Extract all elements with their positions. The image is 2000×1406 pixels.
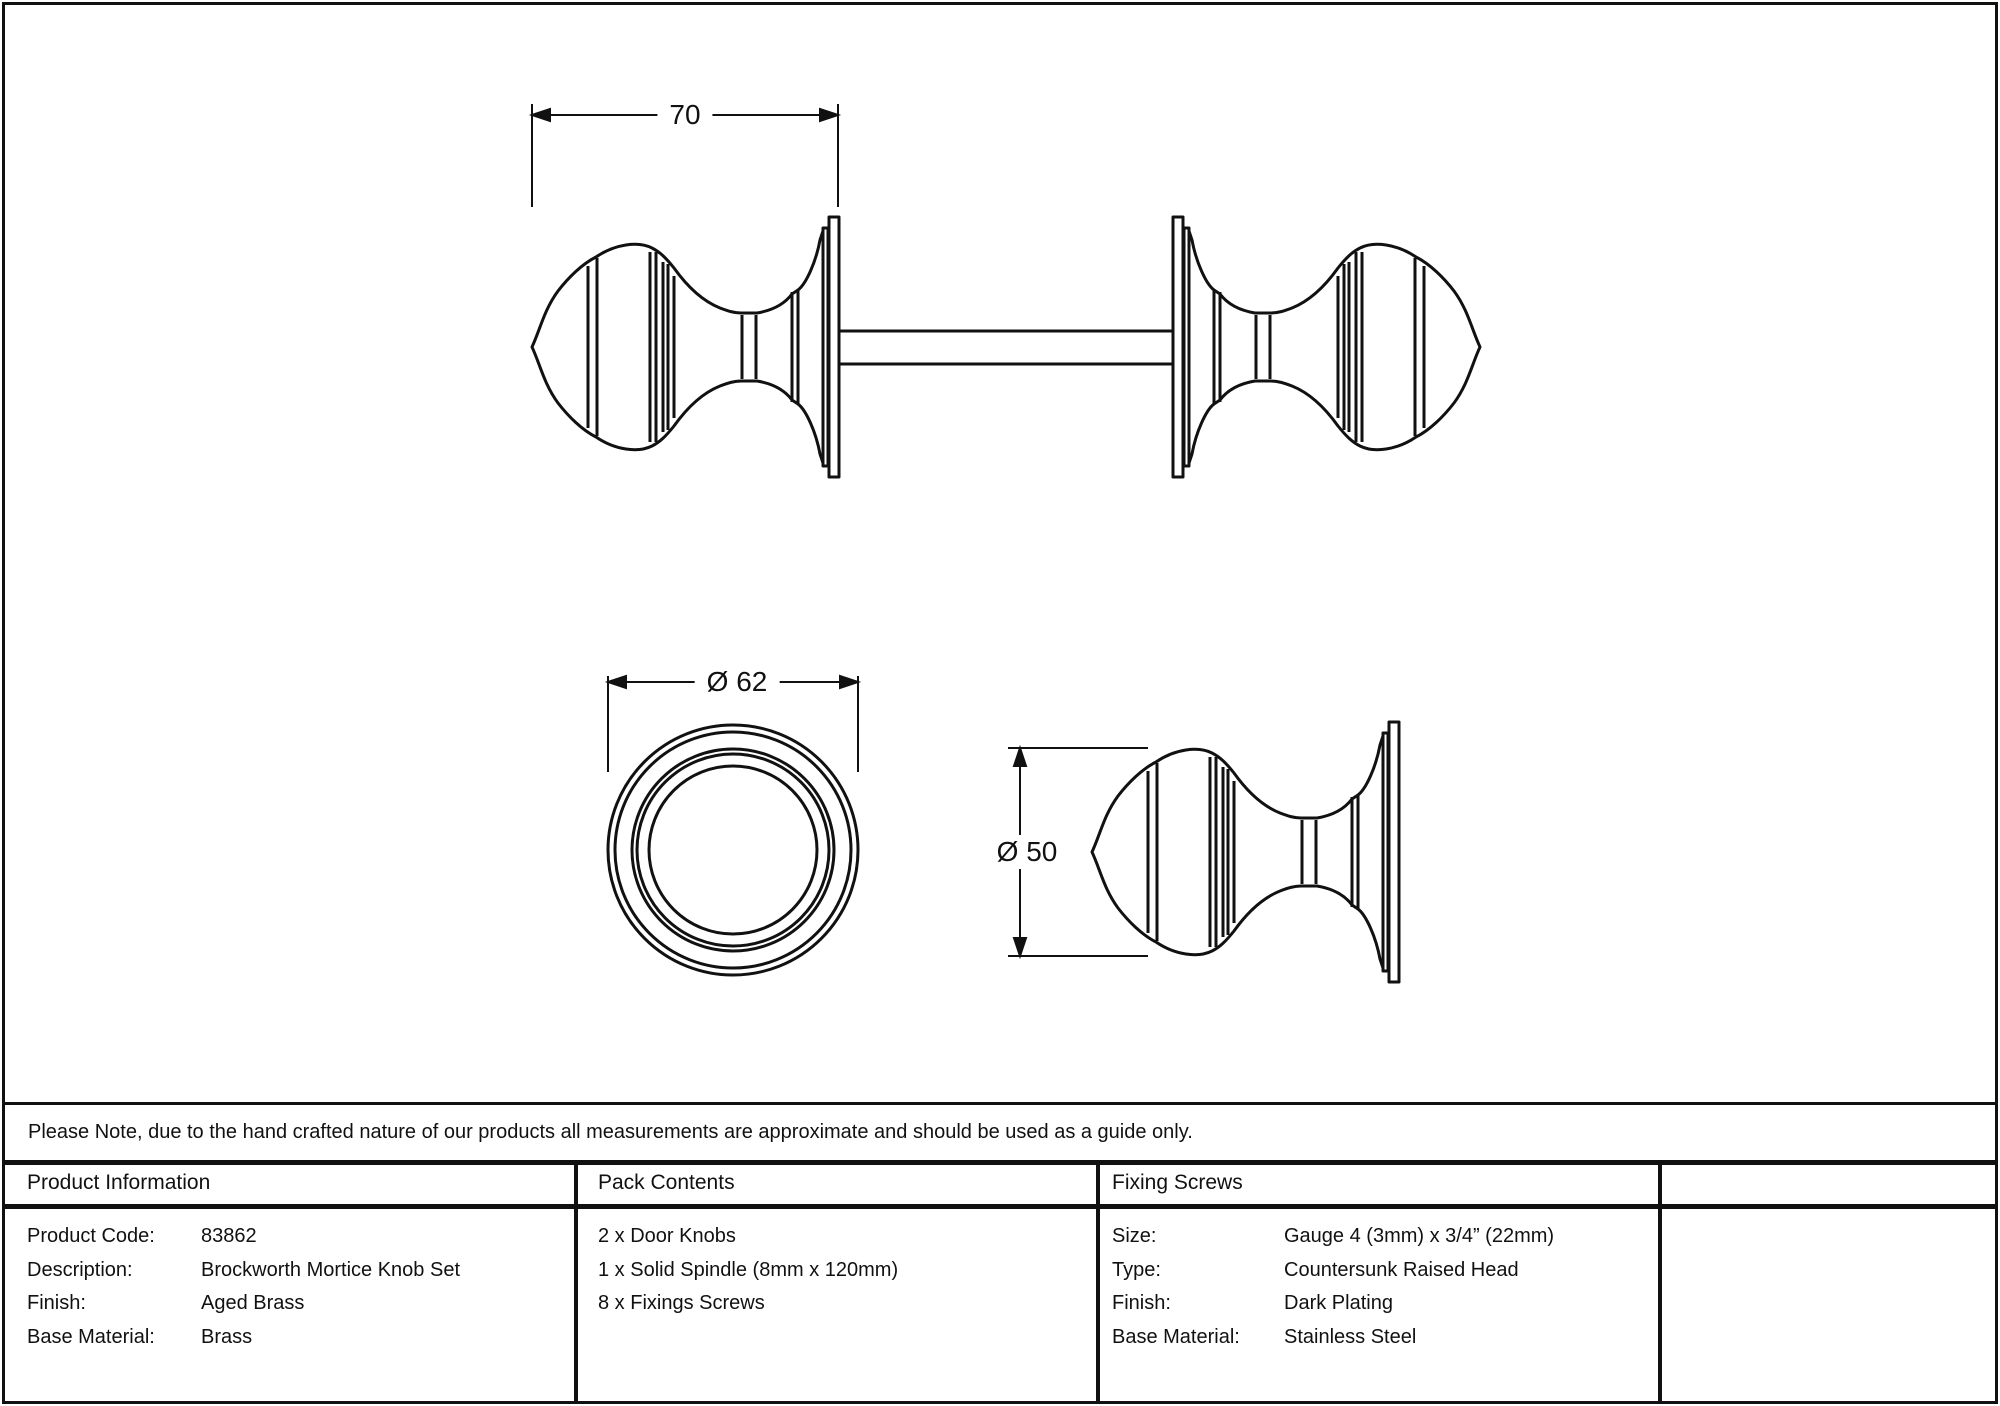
pack-item-knobs: 2 x Door Knobs bbox=[598, 1225, 736, 1247]
note-box-top-rule bbox=[2, 1102, 1998, 1105]
screw-type-value: Countersunk Raised Head bbox=[1284, 1259, 1519, 1281]
header-pack-contents: Pack Contents bbox=[598, 1171, 735, 1194]
table-divider-2 bbox=[1096, 1160, 1100, 1403]
header-product-information: Product Information bbox=[27, 1171, 211, 1194]
screw-finish-label: Finish: bbox=[1112, 1292, 1171, 1314]
screw-size-value: Gauge 4 (3mm) x 3/4” (22mm) bbox=[1284, 1225, 1555, 1247]
dimension-label-knob-diameter: Ø 50 bbox=[985, 835, 1070, 869]
screw-finish-value: Dark Plating bbox=[1284, 1292, 1393, 1314]
dimension-label-70: 70 bbox=[657, 98, 712, 132]
screw-type-label: Type: bbox=[1112, 1259, 1161, 1281]
finish-value: Aged Brass bbox=[201, 1292, 305, 1314]
description-label: Description: bbox=[27, 1259, 133, 1281]
pack-item-screws: 8 x Fixings Screws bbox=[598, 1292, 765, 1314]
screw-size-label: Size: bbox=[1112, 1225, 1157, 1247]
table-top-rule bbox=[2, 1160, 1998, 1165]
screw-base-material-value: Stainless Steel bbox=[1284, 1326, 1417, 1348]
product-code-value: 83862 bbox=[201, 1225, 257, 1247]
header-fixing-screws: Fixing Screws bbox=[1112, 1171, 1243, 1194]
table-divider-3 bbox=[1658, 1160, 1662, 1403]
base-material-value: Brass bbox=[201, 1326, 253, 1348]
finish-label: Finish: bbox=[27, 1292, 86, 1314]
dimension-label-rose-diameter: Ø 62 bbox=[695, 665, 780, 699]
table-header-rule bbox=[2, 1204, 1998, 1209]
page-border bbox=[2, 2, 1998, 1404]
description-value: Brockworth Mortice Knob Set bbox=[201, 1259, 460, 1281]
base-material-label: Base Material: bbox=[27, 1326, 155, 1348]
measurement-note: Please Note, due to the hand crafted nature of our products all measurements are approximate and should be used as a guide only. bbox=[28, 1121, 1193, 1143]
pack-item-spindle: 1 x Solid Spindle (8mm x 120mm) bbox=[598, 1259, 899, 1281]
table-divider-1 bbox=[574, 1160, 578, 1403]
screw-base-material-label: Base Material: bbox=[1112, 1326, 1240, 1348]
product-code-label: Product Code: bbox=[27, 1225, 155, 1247]
